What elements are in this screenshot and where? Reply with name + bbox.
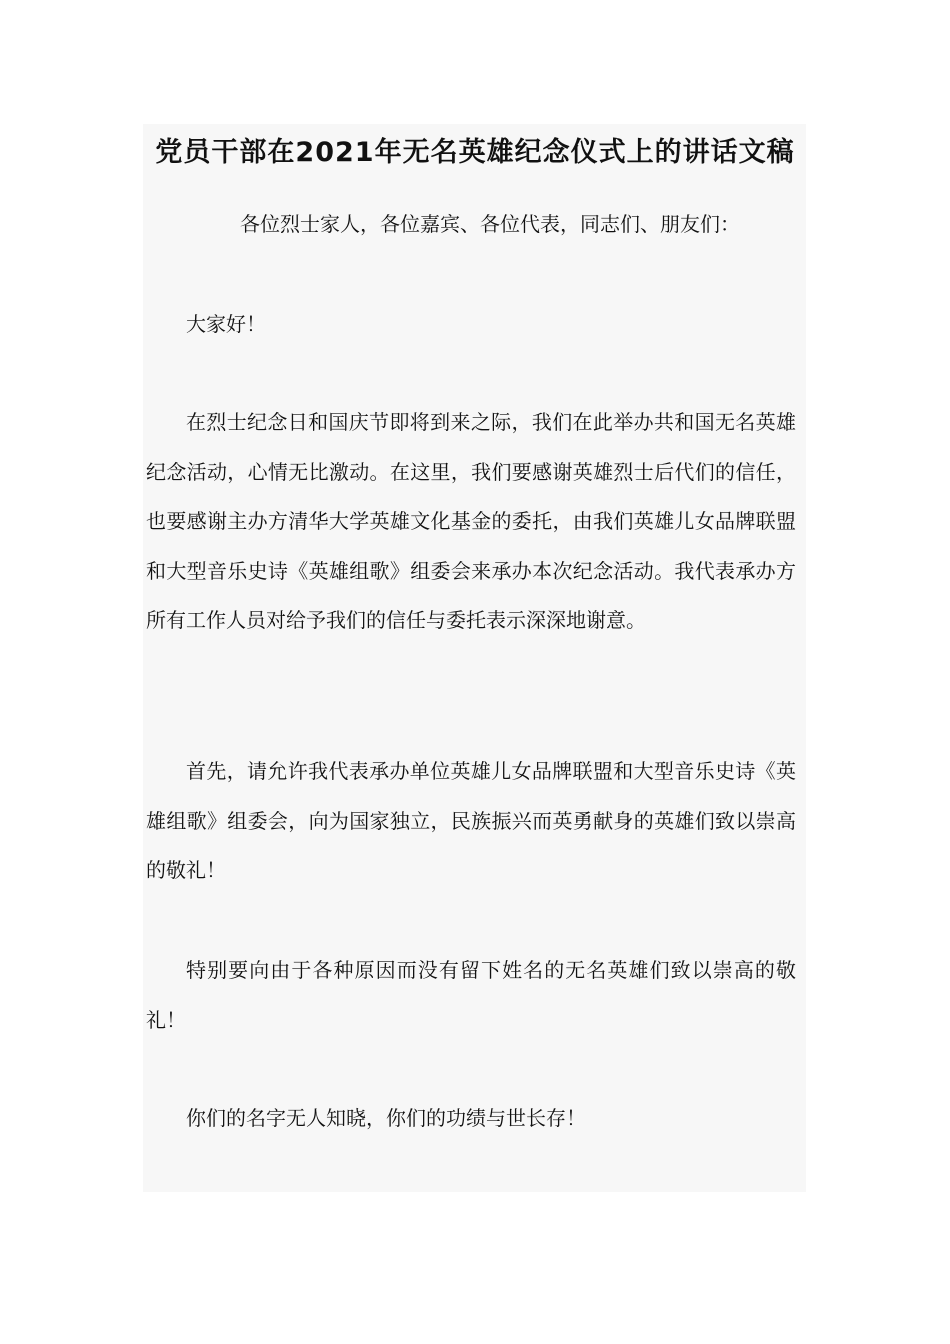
paragraph-3: 特别要向由于各种原因而没有留下姓名的无名英雄们致以崇高的敬礼！ [146, 958, 796, 1032]
paragraph-2: 首先，请允许我代表承办单位英雄儿女品牌联盟和大型音乐史诗《英雄组歌》组委会，向为国家独立，民族振兴而英勇献身的英雄们致以崇高的敬礼！ [146, 759, 796, 882]
greeting: 大家好！ [186, 312, 266, 336]
paragraph-4: 你们的名字无人知晓，你们的功绩与世长存！ [186, 1106, 586, 1130]
salutation: 各位烈士家人，各位嘉宾、各位代表，同志们、朋友们： [240, 212, 740, 236]
paragraph-1: 在烈士纪念日和国庆节即将到来之际，我们在此举办共和国无名英雄纪念活动，心情无比激动。在这里，我们要感谢英雄烈士后代们的信任，也要感谢主办方清华大学英雄文化基金的委托，由我们英雄儿女品牌联盟和大型音乐史诗《英雄组歌》组委会来承办本次纪念活动。我代表承办方所有工作人员对给予我们的信任与委托表示深深地谢意。 [146, 410, 796, 632]
document-title: 党员干部在2021年无名英雄纪念仪式上的讲话文稿 [155, 137, 795, 168]
